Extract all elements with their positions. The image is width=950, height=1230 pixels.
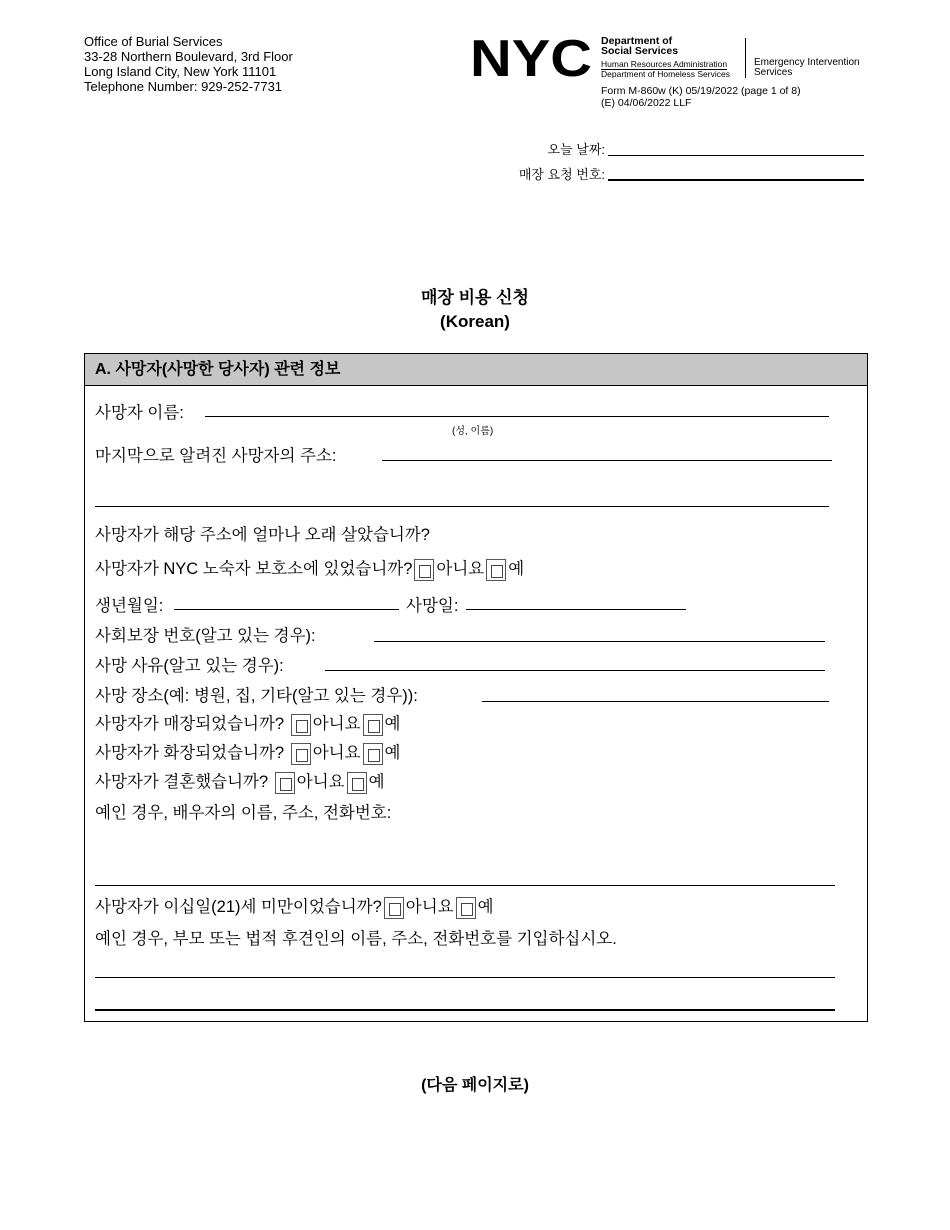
today-date-label: 오늘 날짜: bbox=[547, 142, 605, 157]
office-name: Office of Burial Services bbox=[84, 34, 223, 49]
dob-field[interactable] bbox=[174, 609, 399, 610]
dss-name bbox=[601, 36, 678, 56]
married-question: 사망자가 결혼했습니까? bbox=[95, 773, 269, 791]
title-main: 매장 비용 신청 bbox=[421, 288, 529, 307]
office-address bbox=[84, 34, 293, 94]
married-question-row bbox=[95, 768, 385, 794]
title-sub: (Korean) bbox=[440, 312, 510, 331]
cremated-question-row bbox=[95, 739, 400, 765]
logo-divider bbox=[745, 38, 746, 78]
request-number-label: 매장 요청 번호: bbox=[518, 167, 605, 182]
shelter-no-checkbox[interactable] bbox=[414, 559, 434, 581]
how-long-question: 사망자가 해당 주소에 얼마나 오래 살았습니까? bbox=[95, 526, 430, 544]
dhs-name: Department of Homeless Services bbox=[601, 69, 730, 79]
cremated-yes-label: 예 bbox=[384, 744, 401, 762]
under21-question: 사망자가 이십일(21)세 미만이었습니까? bbox=[95, 898, 382, 916]
cremated-question: 사망자가 화장되었습니까? bbox=[95, 744, 285, 762]
married-no-checkbox[interactable] bbox=[275, 772, 295, 794]
shelter-question: 사망자가 NYC 노숙자 보호소에 있었습니까? bbox=[95, 560, 413, 578]
address-field-line-2[interactable] bbox=[95, 506, 829, 507]
nyc-logo bbox=[470, 36, 594, 80]
form-number bbox=[601, 85, 801, 109]
name-field[interactable] bbox=[205, 416, 829, 417]
office-phone: Telephone Number: 929-252-7731 bbox=[84, 79, 283, 94]
shelter-yes-checkbox[interactable] bbox=[486, 559, 506, 581]
dob-label: 생년월일: bbox=[95, 597, 164, 615]
guardian-field-line-1[interactable] bbox=[95, 977, 835, 978]
buried-question: 사망자가 매장되었습니까? bbox=[95, 715, 285, 733]
ssn-field[interactable] bbox=[374, 641, 825, 642]
spouse-field[interactable] bbox=[95, 885, 835, 886]
buried-yes-label: 예 bbox=[384, 715, 401, 733]
page-title bbox=[0, 286, 950, 334]
under21-question-row bbox=[95, 893, 494, 919]
buried-question-row bbox=[95, 710, 400, 736]
under21-yes-label: 예 bbox=[477, 898, 494, 916]
married-yes-checkbox[interactable] bbox=[347, 772, 367, 794]
address-field[interactable] bbox=[382, 460, 832, 461]
cremated-no-label: 아니요 bbox=[312, 744, 361, 762]
under21-no-checkbox[interactable] bbox=[384, 897, 404, 919]
married-no-label: 아니요 bbox=[296, 773, 345, 791]
ssn-label: 사회보장 번호(알고 있는 경우): bbox=[95, 627, 316, 645]
office-city: Long Island City, New York 11101 bbox=[84, 64, 277, 79]
address-label: 마지막으로 알려진 사망자의 주소: bbox=[95, 447, 337, 465]
under21-yes-checkbox[interactable] bbox=[456, 897, 476, 919]
cause-field[interactable] bbox=[325, 670, 825, 671]
cremated-no-checkbox[interactable] bbox=[291, 743, 311, 765]
place-label: 사망 장소(예: 병원, 집, 기타(알고 있는 경우)): bbox=[95, 687, 418, 705]
continue-next-page: (다음 페이지로) bbox=[421, 1077, 529, 1094]
guardian-label: 예인 경우, 부모 또는 법적 후견인의 이름, 주소, 전화번호를 기입하십시오. bbox=[95, 930, 617, 948]
dod-label: 사망일: bbox=[406, 597, 459, 615]
dss-line-1: Department of bbox=[601, 35, 673, 47]
married-yes-label: 예 bbox=[368, 773, 385, 791]
nyc-logo-text: NYC bbox=[470, 36, 592, 80]
section-a-heading: A. 사망자(사망한 당사자) 관련 정보 bbox=[85, 354, 867, 386]
eis-line-2: Services bbox=[754, 67, 793, 78]
cause-label: 사망 사유(알고 있는 경우): bbox=[95, 657, 284, 675]
office-street: 33-28 Northern Boulevard, 3rd Floor bbox=[84, 49, 293, 64]
dss-line-2: Social Services bbox=[601, 45, 679, 57]
buried-yes-checkbox[interactable] bbox=[363, 714, 383, 736]
name-label: 사망자 이름: bbox=[95, 404, 184, 422]
under21-no-label: 아니요 bbox=[405, 898, 454, 916]
form-number-line: Form M-860w (K) 05/19/2022 (page 1 of 8) bbox=[601, 85, 801, 97]
guardian-field-line-2[interactable] bbox=[95, 1009, 835, 1011]
cremated-yes-checkbox[interactable] bbox=[363, 743, 383, 765]
request-number-field[interactable] bbox=[608, 179, 864, 181]
buried-no-checkbox[interactable] bbox=[291, 714, 311, 736]
dod-field[interactable] bbox=[466, 609, 686, 610]
shelter-question-row bbox=[95, 555, 524, 581]
place-field[interactable] bbox=[482, 701, 829, 702]
hra-name: Human Resources Administration bbox=[601, 59, 728, 69]
agency-names bbox=[601, 60, 730, 79]
form-edition-line: (E) 04/06/2022 LLF bbox=[601, 97, 692, 109]
name-hint: (성, 이름) bbox=[452, 426, 494, 437]
eis-line-1: Emergency Intervention bbox=[754, 57, 860, 68]
shelter-no-label: 아니요 bbox=[436, 560, 485, 578]
spouse-label: 예인 경우, 배우자의 이름, 주소, 전화번호: bbox=[95, 804, 392, 822]
eis-name bbox=[754, 58, 860, 78]
today-date-field[interactable] bbox=[608, 155, 864, 156]
buried-no-label: 아니요 bbox=[312, 715, 361, 733]
shelter-yes-label: 예 bbox=[508, 560, 525, 578]
